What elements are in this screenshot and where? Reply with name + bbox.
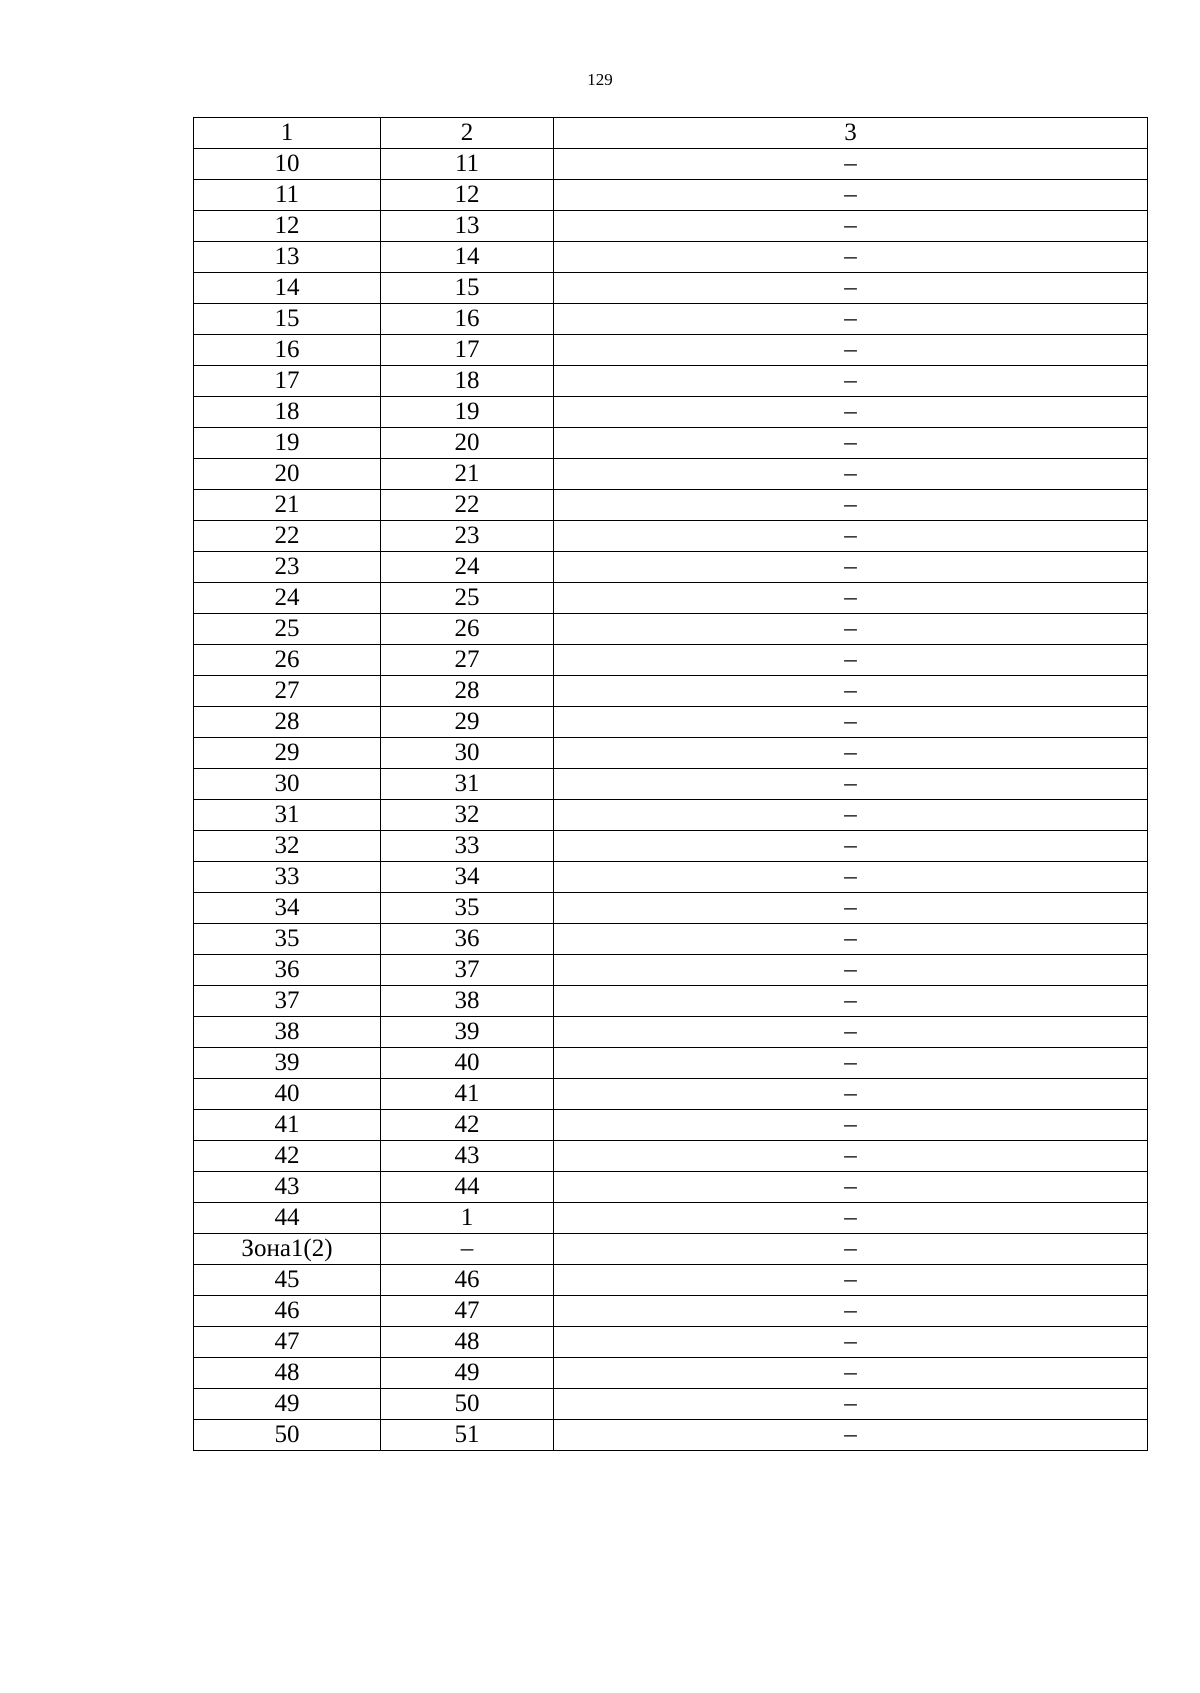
table-cell-col1: 37 [194,986,381,1017]
table-cell-col2: 48 [381,1327,554,1358]
table-cell-col3: – [554,1234,1148,1265]
data-table [193,117,1148,1451]
table-cell-col1: 28 [194,707,381,738]
table-cell-col3: – [554,273,1148,304]
table-cell-col3: – [554,862,1148,893]
table-row [194,335,1148,366]
table-cell-col2: 40 [381,1048,554,1079]
table-body [194,118,1148,1451]
table-row [194,521,1148,552]
table-row [194,614,1148,645]
table-cell-col3: – [554,490,1148,521]
table-row [194,707,1148,738]
table-row [194,893,1148,924]
table-cell-col3: – [554,1110,1148,1141]
table-cell-col3: – [554,955,1148,986]
table-row [194,366,1148,397]
table-cell-col1: 18 [194,397,381,428]
table-row [194,1079,1148,1110]
table-row [194,1234,1148,1265]
table-row [194,459,1148,490]
table-cell-col3: – [554,211,1148,242]
table-cell-col3: – [554,769,1148,800]
table-cell-col1: 34 [194,893,381,924]
table-cell-col2: – [381,1234,554,1265]
table-cell-col1: 35 [194,924,381,955]
table-cell-col1: 20 [194,459,381,490]
table-cell-col1: 10 [194,149,381,180]
table-cell-col1: 19 [194,428,381,459]
table-cell-col3: – [554,1017,1148,1048]
table-cell-col2: 19 [381,397,554,428]
table-cell-col3: – [554,707,1148,738]
table-row [194,738,1148,769]
table-row [194,1048,1148,1079]
table-cell-col1: 13 [194,242,381,273]
table-cell-col2: 29 [381,707,554,738]
table-cell-col2: 51 [381,1420,554,1451]
table-cell-col3: – [554,335,1148,366]
table-cell-col2: 22 [381,490,554,521]
table-cell-col1: 22 [194,521,381,552]
table-cell-col2: 16 [381,304,554,335]
table-cell-col1: 33 [194,862,381,893]
table-cell-col2: 23 [381,521,554,552]
table-cell-col2: 31 [381,769,554,800]
table-cell-col2: 33 [381,831,554,862]
table-cell-col3: – [554,242,1148,273]
table-cell-col3: – [554,645,1148,676]
table-row [194,924,1148,955]
table-row [194,1141,1148,1172]
table-row [194,149,1148,180]
table-cell-col1: 48 [194,1358,381,1389]
table-row [194,1172,1148,1203]
header-cell-col2: 2 [381,118,554,149]
table-cell-col2: 49 [381,1358,554,1389]
table-cell-col2: 41 [381,1079,554,1110]
table-cell-col2: 42 [381,1110,554,1141]
table-cell-col3: – [554,583,1148,614]
table-cell-col1: 15 [194,304,381,335]
table-cell-col1: 23 [194,552,381,583]
table-cell-col1: 50 [194,1420,381,1451]
table-cell-col2: 17 [381,335,554,366]
table-cell-col2: 21 [381,459,554,490]
table-cell-col3: – [554,1172,1148,1203]
table-cell-col2: 13 [381,211,554,242]
table-cell-col2: 30 [381,738,554,769]
table-cell-col3: – [554,304,1148,335]
table-cell-col2: 27 [381,645,554,676]
table-cell-col2: 46 [381,1265,554,1296]
table-cell-col3: – [554,180,1148,211]
table-cell-col2: 36 [381,924,554,955]
table-cell-col2: 26 [381,614,554,645]
table-row [194,1389,1148,1420]
table-cell-col1: 43 [194,1172,381,1203]
table-cell-col3: – [554,149,1148,180]
table-row [194,1296,1148,1327]
table-cell-col3: – [554,831,1148,862]
table-cell-col3: – [554,1048,1148,1079]
table-cell-col1: 17 [194,366,381,397]
table-cell-col2: 37 [381,955,554,986]
table-cell-col1: 31 [194,800,381,831]
table-row [194,583,1148,614]
table-cell-col1: 38 [194,1017,381,1048]
table-cell-col3: – [554,1420,1148,1451]
table-cell-col2: 20 [381,428,554,459]
table-row [194,676,1148,707]
table-row [194,862,1148,893]
table-cell-col3: – [554,614,1148,645]
table-cell-col2: 38 [381,986,554,1017]
table-cell-col1: 14 [194,273,381,304]
table-row [194,428,1148,459]
table-row [194,1265,1148,1296]
table-cell-col3: – [554,1296,1148,1327]
table-cell-col1: 16 [194,335,381,366]
table-cell-col2: 12 [381,180,554,211]
table-cell-col1: 47 [194,1327,381,1358]
table-row [194,1327,1148,1358]
table-cell-col3: – [554,366,1148,397]
table-cell-col2: 1 [381,1203,554,1234]
table-cell-col2: 34 [381,862,554,893]
table-cell-col2: 11 [381,149,554,180]
table-row [194,304,1148,335]
table-cell-col1: 12 [194,211,381,242]
table-cell-col1: 26 [194,645,381,676]
table-cell-col3: – [554,924,1148,955]
table-cell-col3: – [554,397,1148,428]
table-cell-col1: 46 [194,1296,381,1327]
table-cell-col1: 41 [194,1110,381,1141]
header-cell-col1: 1 [194,118,381,149]
table-cell-col1: 40 [194,1079,381,1110]
table-cell-col1: 45 [194,1265,381,1296]
table-cell-col3: – [554,1141,1148,1172]
table-cell-col1: 27 [194,676,381,707]
table-row [194,1358,1148,1389]
table-cell-col1: 24 [194,583,381,614]
table-cell-col1: 32 [194,831,381,862]
table-cell-col3: – [554,986,1148,1017]
table-cell-col1: 49 [194,1389,381,1420]
table-cell-col2: 43 [381,1141,554,1172]
table-cell-col3: – [554,1203,1148,1234]
table-cell-col1: 42 [194,1141,381,1172]
table-cell-col2: 14 [381,242,554,273]
table-cell-col1: 36 [194,955,381,986]
table-row [194,397,1148,428]
table-cell-col2: 24 [381,552,554,583]
table-row [194,769,1148,800]
table-cell-col3: – [554,428,1148,459]
header-cell-col3: 3 [554,118,1148,149]
table-cell-col1: 30 [194,769,381,800]
table-cell-col3: – [554,676,1148,707]
table-cell-col1: 11 [194,180,381,211]
table-row [194,1203,1148,1234]
table-row [194,955,1148,986]
table-cell-col2: 15 [381,273,554,304]
table-cell-col3: – [554,1079,1148,1110]
table-cell-col3: – [554,1265,1148,1296]
table-row [194,180,1148,211]
table-cell-col1: 29 [194,738,381,769]
table-cell-col1: Зона1(2) [194,1234,381,1265]
table-row [194,211,1148,242]
table-row [194,800,1148,831]
table-cell-col2: 28 [381,676,554,707]
table-cell-col2: 39 [381,1017,554,1048]
table-cell-col3: – [554,552,1148,583]
table-cell-col3: – [554,738,1148,769]
table-cell-col2: 18 [381,366,554,397]
table-cell-col2: 47 [381,1296,554,1327]
table-row [194,273,1148,304]
table-row [194,242,1148,273]
table-cell-col3: – [554,1358,1148,1389]
table-row [194,1017,1148,1048]
table-row [194,986,1148,1017]
table-cell-col3: – [554,459,1148,490]
table-row [194,490,1148,521]
table-cell-col1: 39 [194,1048,381,1079]
table-row [194,1110,1148,1141]
page-number: 129 [587,70,613,89]
table-row [194,1420,1148,1451]
table-cell-col1: 25 [194,614,381,645]
table-row [194,645,1148,676]
table-cell-col1: 21 [194,490,381,521]
table-cell-col3: – [554,521,1148,552]
table-cell-col2: 25 [381,583,554,614]
table-cell-col3: – [554,893,1148,924]
table-cell-col2: 50 [381,1389,554,1420]
table-cell-col2: 32 [381,800,554,831]
table-cell-col1: 44 [194,1203,381,1234]
table-cell-col3: – [554,1327,1148,1358]
table-cell-col2: 35 [381,893,554,924]
table-header-row [194,118,1148,149]
table-cell-col3: – [554,1389,1148,1420]
table-cell-col3: – [554,800,1148,831]
table-cell-col2: 44 [381,1172,554,1203]
table-row [194,831,1148,862]
table-row [194,552,1148,583]
